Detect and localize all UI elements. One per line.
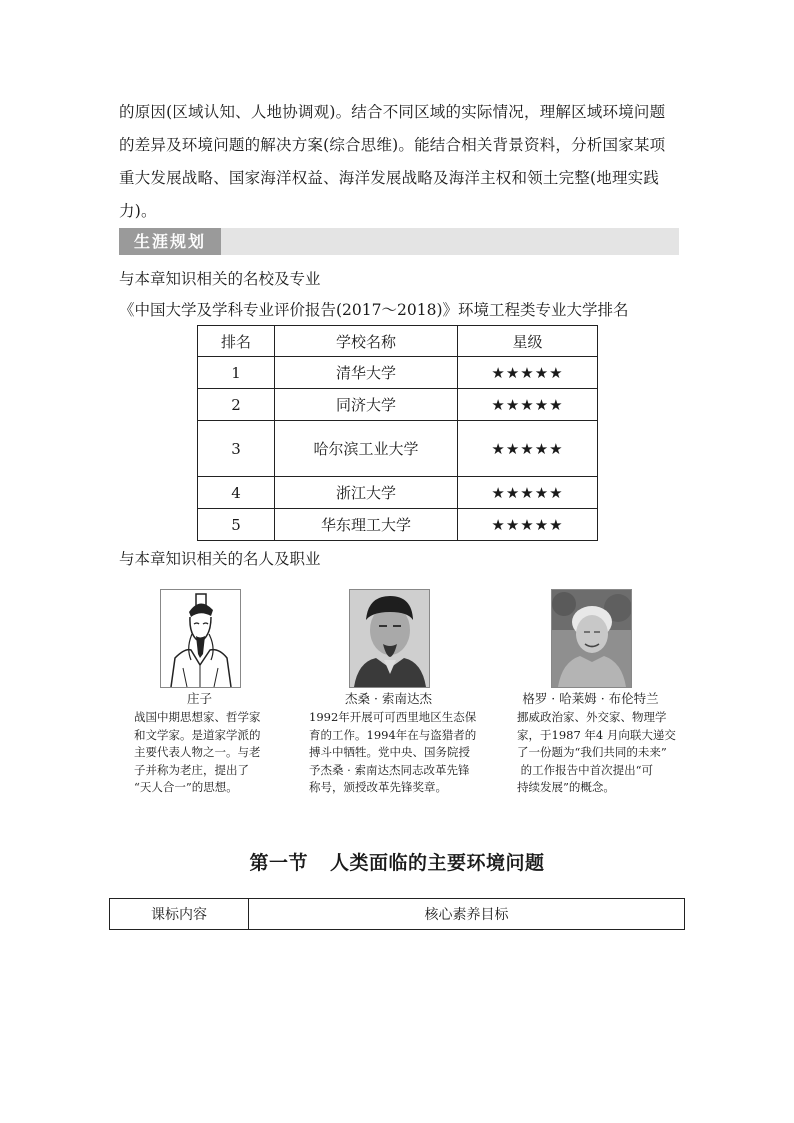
desc-line: 挪威政治家、外交家、物理学 — [517, 710, 667, 724]
brundtland-photo-icon — [552, 590, 631, 687]
desc-line: 育的工作。1994年在与盗猎者的 — [309, 727, 477, 742]
table-row — [198, 357, 598, 389]
person-description — [309, 709, 479, 797]
desc-line: 的工作报告中首次提出“可 — [517, 762, 654, 777]
brundtland-portrait — [551, 589, 632, 688]
person-name: 格罗 · 哈莱姆 · 布伦特兰 — [522, 691, 659, 706]
school-cell: 浙江大学 — [275, 477, 458, 509]
rank-cell: 2 — [198, 389, 275, 421]
school-cell: 华东理工大学 — [275, 509, 458, 541]
desc-line: 家，于1987 年4 月向联大递交 — [517, 727, 676, 742]
desc-line: 子并称为老庄，提出了 — [134, 762, 249, 777]
table-row — [198, 389, 598, 421]
rank-cell: 3 — [198, 421, 275, 477]
desc-line: 搏斗中牺牲。党中央、国务院授 — [309, 745, 470, 759]
stars-cell: ★★★★★ — [458, 389, 598, 421]
person-description — [517, 709, 687, 797]
suonandajie-portrait — [349, 589, 430, 688]
header-stars: 星级 — [458, 326, 598, 357]
stars-cell: ★★★★★ — [458, 477, 598, 509]
suonandajie-photo-icon — [350, 590, 429, 687]
stars-cell: ★★★★★ — [458, 421, 598, 477]
people-heading: 与本章知识相关的名人及职业 — [119, 550, 321, 568]
header-school: 学校名称 — [275, 326, 458, 357]
section-title: 人类面临的主要环境问题 — [330, 852, 545, 874]
desc-line: 了一份题为“我们共同的未来” — [517, 745, 667, 759]
desc-line: 1992年开展可可西里地区生态保 — [309, 710, 477, 724]
desc-line: 主要代表人物之一。与老 — [134, 745, 261, 759]
table-row — [198, 509, 598, 541]
standards-table — [109, 898, 685, 930]
table-header-row — [110, 899, 685, 930]
table-row — [198, 477, 598, 509]
stars-cell: ★★★★★ — [458, 509, 598, 541]
rank-cell: 4 — [198, 477, 275, 509]
zhuangzi-portrait — [160, 589, 241, 688]
school-cell: 清华大学 — [275, 357, 458, 389]
desc-line: 予杰桑 · 索南达杰同志改革先锋 — [309, 762, 470, 777]
rank-cell: 1 — [198, 357, 275, 389]
intro-line: 的差异及环境问题的解决方案(综合思维)。能结合相关背景资料，分析国家某项 — [119, 136, 666, 154]
schools-heading: 与本章知识相关的名校及专业 — [119, 270, 321, 288]
table-row — [198, 421, 598, 477]
intro-line: 的原因(区域认知、人地协调观)。结合不同区域的实际情况，理解区域环境问题 — [119, 103, 666, 121]
ranking-caption: 《中国大学及学科专业评价报告(2017～2018)》环境工程类专业大学排名 — [119, 301, 629, 319]
section-number: 第一节 — [249, 852, 308, 874]
school-cell: 同济大学 — [275, 389, 458, 421]
desc-line: 持续发展”的概念。 — [517, 780, 615, 794]
section-heading — [0, 848, 794, 875]
header-rank: 排名 — [198, 326, 275, 357]
stars-cell: ★★★★★ — [458, 357, 598, 389]
zhuangzi-drawing-icon — [161, 590, 240, 687]
ranking-table — [197, 325, 598, 541]
header-core-literacy: 核心素养目标 — [249, 899, 685, 930]
desc-line: “天人合一”的思想。 — [134, 780, 238, 794]
desc-line: 称号，颁授改革先锋奖章。 — [309, 780, 447, 794]
school-cell: 哈尔滨工业大学 — [275, 421, 458, 477]
desc-line: 和文学家。是道家学派的 — [134, 727, 261, 742]
rank-cell: 5 — [198, 509, 275, 541]
intro-line: 力)。 — [119, 202, 157, 220]
intro-paragraph — [119, 96, 679, 228]
desc-line: 战国中期思想家、哲学家 — [134, 710, 261, 724]
table-header-row — [198, 326, 598, 357]
header-curriculum: 课标内容 — [110, 899, 249, 930]
banner-label: 生涯规划 — [119, 228, 221, 255]
person-name: 庄子 — [186, 691, 212, 706]
career-planning-banner — [119, 228, 679, 255]
person-name: 杰桑 · 索南达杰 — [345, 691, 432, 706]
person-description — [134, 709, 274, 797]
intro-line: 重大发展战略、国家海洋权益、海洋发展战略及海洋主权和领土完整(地理实践 — [119, 169, 660, 187]
